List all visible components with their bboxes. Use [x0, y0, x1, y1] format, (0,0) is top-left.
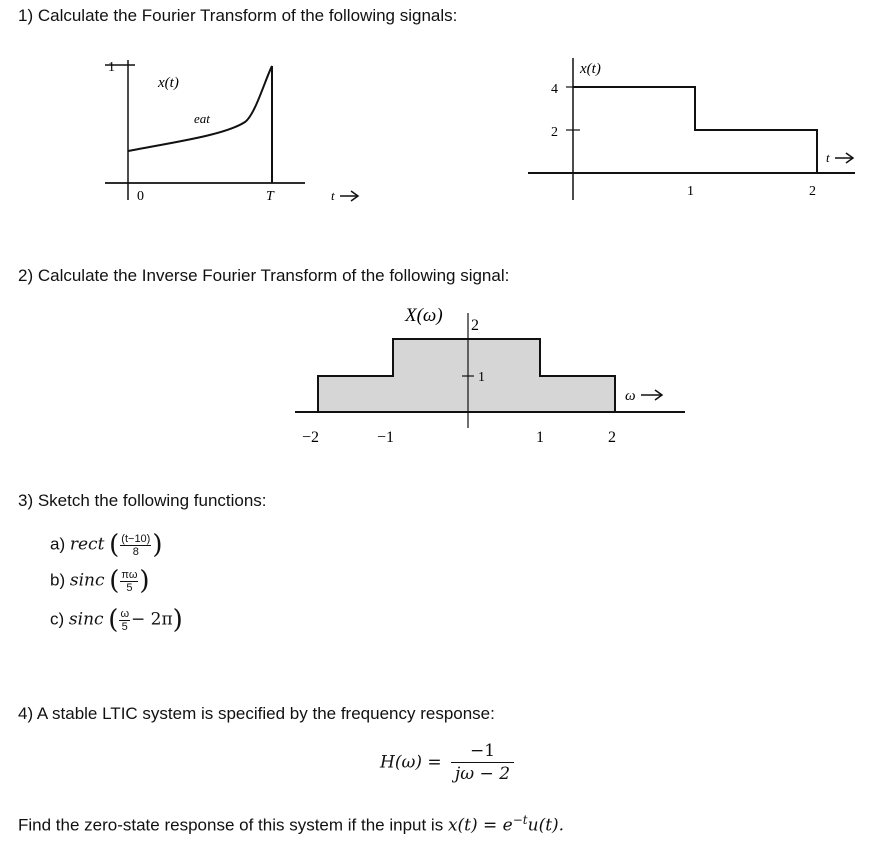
question-2-text: 2) Calculate the Inverse Fourier Transform of the following signal:: [18, 266, 510, 285]
equation-numerator: −1: [451, 740, 514, 763]
x-axis-label-t: t: [331, 188, 335, 203]
xtick-0: 0: [137, 189, 144, 204]
final-tail: u(t).: [527, 815, 565, 836]
equation-lhs: H(ω) =: [380, 752, 442, 773]
question-1-text: 1) Calculate the Fourier Transform of the following signals:: [18, 6, 458, 25]
xtick-minus-1: −1: [377, 429, 395, 446]
fraction-denominator: 5: [126, 581, 133, 594]
ylabel-X-omega: X(ω): [405, 305, 443, 326]
item-label: b): [50, 570, 66, 590]
fraction-numerator: (t−10): [121, 532, 151, 545]
xtick-1: 1: [687, 184, 694, 199]
figure-2-spectrum: [285, 293, 705, 453]
xtick-minus-2: −2: [302, 429, 320, 446]
xtick-T: T: [266, 189, 274, 204]
fraction-numerator: πω: [121, 568, 138, 581]
fraction-denominator: 5: [121, 620, 128, 633]
ytick-1: 1: [108, 60, 115, 75]
function-name: sinc: [68, 609, 104, 630]
x-axis-label-t-right: t: [826, 150, 830, 165]
ytick-1: 1: [478, 370, 485, 385]
figure-1-right-graph: [525, 55, 865, 205]
function-name: rect: [69, 534, 105, 555]
item-label: c): [50, 609, 65, 629]
item-3b: b) sinc ( $\frac{\pi\omega}{5}$ ): [50, 566, 150, 596]
ylabel-x-t: x(t): [158, 75, 179, 91]
figure-1-left-graph: [95, 50, 395, 220]
curve-label-eat: eat: [194, 111, 210, 126]
question-3-text: 3) Sketch the following functions:: [18, 491, 267, 510]
xtick-2: 2: [809, 184, 816, 199]
xtick-2: 2: [608, 429, 616, 446]
transfer-function: [380, 740, 514, 785]
final-math: x(t) = e: [447, 815, 513, 836]
ytick-2: 2: [551, 125, 558, 140]
expression-tail: − 2π: [131, 609, 173, 630]
equation-denominator: jω − 2: [455, 764, 511, 784]
fraction-numerator: ω: [120, 607, 130, 620]
item-3a: a) rect ( $\frac{(t-10)}{8}$ ): [50, 530, 163, 560]
ylabel-x-t-right: x(t): [580, 61, 601, 77]
ytick-4: 4: [551, 82, 558, 97]
final-question-line: [18, 813, 564, 836]
x-axis-label-omega: ω: [625, 388, 636, 404]
final-text: Find the zero-state response of this system if the input is: [18, 815, 444, 835]
item-3c: c) sinc ( $\frac{\omega}{5}$ − 2π): [50, 605, 183, 635]
item-label: a): [50, 534, 66, 554]
final-exponent: −t: [512, 813, 528, 827]
fraction-denominator: 8: [132, 545, 139, 558]
ytick-2: 2: [471, 317, 479, 334]
question-4-text: 4) A stable LTIC system is specified by the frequency response:: [18, 704, 495, 723]
xtick-1: 1: [536, 429, 544, 446]
function-name: sinc: [69, 570, 105, 591]
